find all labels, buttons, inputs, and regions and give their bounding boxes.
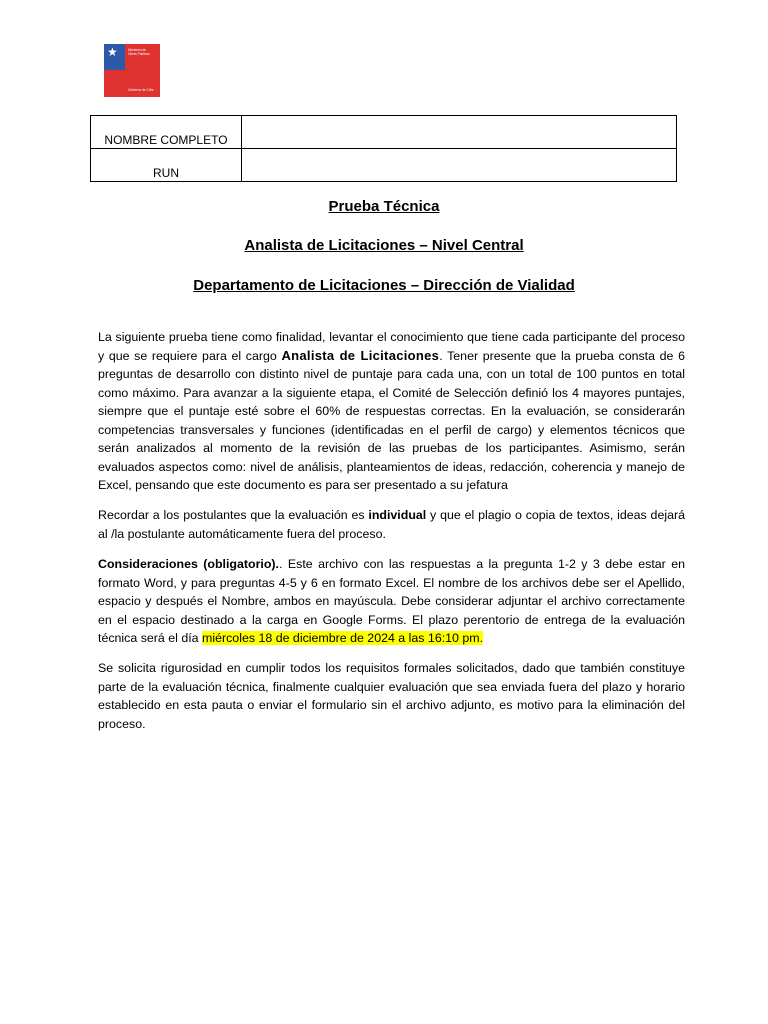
logo-blue-block <box>104 44 125 70</box>
doc-subtitle-position: Analista de Licitaciones – Nivel Central <box>244 237 524 254</box>
rigor-paragraph <box>98 659 685 733</box>
logo-text-2: Obras Públicas <box>128 52 150 56</box>
individual-paragraph <box>98 506 685 543</box>
run-row <box>91 149 677 182</box>
individual-word: individual <box>368 508 427 522</box>
logo-red-block <box>104 70 125 97</box>
intro-paragraph <box>98 328 685 495</box>
name-label: NOMBRE COMPLETO <box>91 116 242 149</box>
intro-text-a: La siguiente prueba tiene como finalidad, levantar el conocimiento que tiene cada participante del proceso y que se requiere para el cargo <box>98 330 685 363</box>
doc-title: Prueba Técnica <box>328 198 440 215</box>
deadline-highlight: miércoles 18 de diciembre de 2024 a las 16:10 pm. <box>202 631 484 645</box>
name-field[interactable] <box>242 116 677 149</box>
star-icon: ★ <box>107 45 118 59</box>
logo-text-1: Ministerio de <box>128 48 147 52</box>
intro-text-c: . Tener presente que la prueba consta de 6 preguntas de desarrollo con distinto nivel de puntaje para cada una, con un total de 100 puntos en total como máximo. Para avanzar a la siguiente etapa, el Comité de Selección definió los 4 mayores puntajes, siempre que el puntaje esté sobre el 60% de respuestas correctas. En la evaluación, se considerarán competencias transversales y funciones (identificadas en el perfil de cargo) y elementos técnicos que serán analizados al momento de la revisión de las pruebas de los participantes. Asimismo, serán evaluados aspectos como: nivel de análisis, planteamientos de ideas, redacción, coherencia y manejo de Excel, pensando que este documento es para ser presentado a su jefatura <box>98 348 685 492</box>
considerations-heading: Consideraciones (obligatorio). <box>98 557 279 571</box>
considerations-text: . Este archivo con las respuestas a la pregunta 1-2 y 3 debe estar en formato Word, y para preguntas 4-5 y 6 en formato Excel. El nombre de los archivos debe ser el Apellido, espacio y después el Nombre, ambos en mayúscula. Debe considerar adjuntar el archivo correctamente en el espacio destinado a la carga en Google Forms. El plazo perentorio de entrega de la evaluación técnica será el día <box>98 557 685 645</box>
name-row <box>91 116 677 149</box>
run-label: RUN <box>91 149 242 182</box>
ministry-logo <box>104 44 160 98</box>
run-field[interactable] <box>242 149 677 182</box>
individual-text-a: Recordar a los postulantes que la evaluación es <box>98 508 369 522</box>
considerations-paragraph <box>98 555 685 648</box>
rigor-text: Se solicita rigurosidad en cumplir todos los requisitos formales solicitados, dado que también constituye parte de la evaluación técnica, finalmente cualquier evaluación que sea enviada fuera del plazo y horario establecido en esta pauta o enviar el formulario sin el archivo adjunto, es motivo para la eliminación del proceso. <box>98 661 685 731</box>
intro-position-name: Analista de Licitaciones <box>281 347 440 363</box>
doc-subtitle-department: Departamento de Licitaciones – Dirección de Vialidad <box>193 277 575 294</box>
logo-text-3: Gobierno de Chile <box>128 88 154 92</box>
individual-text-c: y que el plagio o copia de textos, ideas dejará al /la postulante automáticamente fuera del proceso. <box>98 508 685 541</box>
candidate-info-table <box>90 115 677 182</box>
